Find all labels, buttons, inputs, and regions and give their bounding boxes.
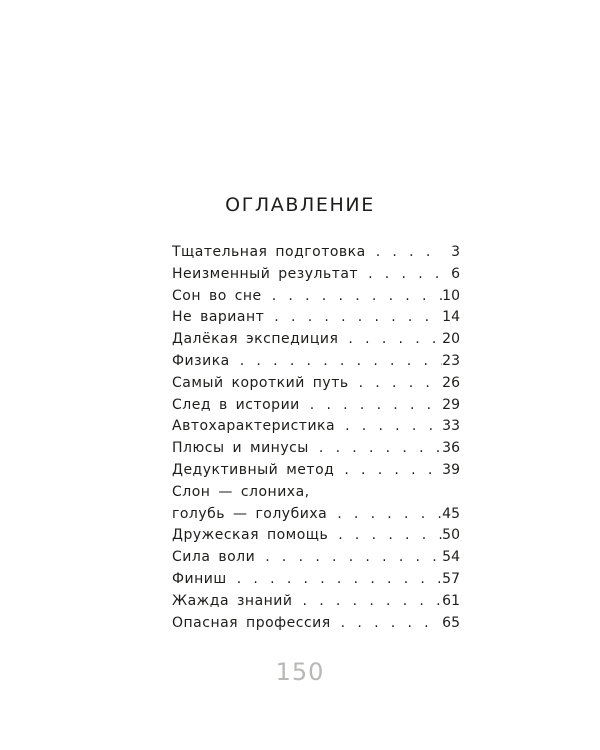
toc-leader-dots (331, 613, 442, 635)
toc-leader-dots (334, 460, 442, 482)
toc-entry (172, 591, 460, 613)
toc-leader-dots (358, 264, 442, 286)
toc-entry-page: 33 (442, 418, 460, 435)
toc-leader-dots (264, 307, 442, 329)
toc-entry (172, 438, 460, 460)
toc-entry-page: 36 (442, 440, 460, 457)
toc-entry (172, 373, 460, 395)
toc-entry-title: Физика (172, 352, 230, 369)
toc-entry-title: голубь — голубиха (172, 505, 328, 522)
toc-entry (172, 329, 460, 351)
toc-entry-page: 50 (442, 527, 460, 544)
toc-entry-title: Неизменный результат (172, 265, 359, 282)
toc-entry-page: 3 (451, 244, 460, 260)
toc-entry-page: 10 (442, 287, 460, 304)
toc-heading: ОГЛАВЛЕНИЕ (225, 194, 375, 216)
toc-entry-page: 65 (442, 614, 460, 631)
toc-entry-title: Далёкая экспедиция (172, 331, 339, 348)
toc-entry-title: Плюсы и минусы (172, 440, 309, 457)
toc-entry-page: 29 (442, 396, 460, 413)
toc-leader-dots (262, 286, 442, 308)
toc-entry-title: Автохарактеристика (172, 418, 336, 435)
toc-entry-title: Дружеская помощь (172, 527, 329, 544)
toc-entry-page: 61 (442, 592, 460, 609)
toc-entry (172, 613, 460, 635)
toc-entry-title: Слон — слониха, (172, 483, 310, 500)
toc-leader-dots (327, 504, 442, 526)
toc-entry (172, 242, 460, 264)
toc-entry-page: 6 (451, 265, 460, 282)
toc-leader-dots (293, 591, 442, 613)
toc-leader-dots (335, 416, 442, 438)
toc-entry-page: 45 (442, 505, 460, 522)
toc-leader-dots (300, 395, 442, 417)
toc-entry-page: 39 (442, 461, 460, 478)
toc-leader-dots (366, 242, 442, 264)
toc-entry (172, 460, 460, 482)
toc-entry (172, 264, 460, 286)
toc-entry (172, 525, 460, 547)
toc-entry (172, 547, 460, 569)
toc-entry-title: Жажда знаний (172, 592, 293, 609)
toc-entry (172, 307, 460, 329)
table-of-contents (172, 242, 460, 634)
toc-entry (172, 569, 460, 591)
toc-entry (172, 416, 460, 438)
toc-entry-title: Финиш (172, 570, 227, 587)
toc-entry-page: 20 (442, 331, 460, 348)
toc-entry-title: Дедуктивный метод (172, 461, 335, 478)
toc-entry-title-first-line (172, 482, 460, 504)
toc-entry (172, 351, 460, 373)
toc-entry (172, 504, 460, 526)
toc-entry-page: 14 (442, 309, 460, 326)
toc-entry-title: Опасная профессия (172, 614, 331, 631)
toc-entry-title: Тщательная подготовка (172, 244, 366, 260)
toc-leader-dots (230, 351, 442, 373)
toc-leader-dots (349, 373, 442, 395)
toc-entry-page: 26 (442, 374, 460, 391)
toc-entry-page: 23 (442, 352, 460, 369)
toc-entry-page: 57 (442, 570, 460, 587)
toc-entry-title: Сон во сне (172, 287, 262, 304)
toc-leader-dots (227, 569, 442, 591)
toc-entry (172, 395, 460, 417)
toc-leader-dots (328, 525, 442, 547)
toc-entry-title: Самый короткий путь (172, 374, 349, 391)
toc-leader-dots (309, 438, 442, 460)
toc-entry-page: 54 (442, 549, 460, 566)
toc-leader-dots (338, 329, 442, 351)
toc-entry-title: Не вариант (172, 309, 265, 326)
toc-entry-title: Сила воли (172, 549, 256, 566)
toc-entry-title: След в истории (172, 396, 300, 413)
page-number: 150 (275, 658, 325, 686)
toc-leader-dots (255, 547, 442, 569)
toc-entry (172, 286, 460, 308)
